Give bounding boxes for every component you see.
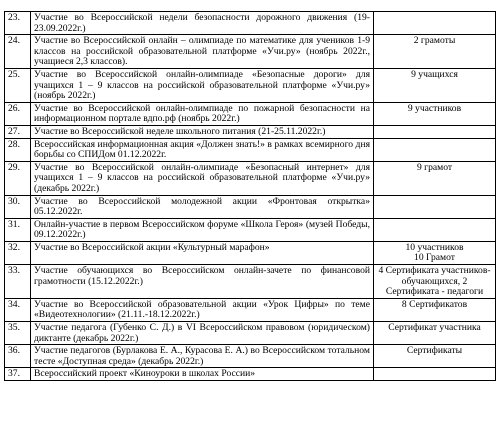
row-number: 33. [5,265,31,299]
row-number: 24. [5,35,31,69]
row-description: Участие во Всероссийской недели безопасности дорожного движения (19-23.09.2022г.) [31,12,374,35]
row-result: Сертификаты [374,345,496,368]
row-description: Участие во Всероссийской акции «Культурный марафон» [31,241,374,264]
row-description: Онлайн-участие в первом Всероссийском форуме «Школа Героя» (музей Победы, 09.12.2022г.) [31,218,374,241]
row-number: 32. [5,241,31,264]
row-result [374,218,496,241]
row-description: Участие во Всероссийской онлайн-олимпиаде «Безопасный интернет» для учащихся 1 – 9 классов на российской образовательной платформе «Учи.ру» (декабрь 2022г.) [31,161,374,195]
row-result [374,125,496,138]
row-result [374,12,496,35]
row-number: 25. [5,68,31,102]
row-number: 37. [5,368,31,381]
table-row [5,368,496,381]
row-number: 35. [5,322,31,345]
row-result: 10 участников 10 Грамот [374,241,496,264]
row-result [374,138,496,161]
row-description: Участие во Всероссийской молодежной акции «Фронтовая открытка» 05.12.2022г. [31,195,374,218]
row-number: 23. [5,12,31,35]
table-row [5,35,496,69]
row-number: 36. [5,345,31,368]
row-result: 4 Сертификата участников-обучающихся, 2 Сертификата - педагоги [374,265,496,299]
row-result: 9 участников [374,102,496,125]
row-number: 30. [5,195,31,218]
row-number: 26. [5,102,31,125]
row-description: Участие во Всероссийской образовательной акции «Урок Цифры» по теме «Видеотехнологии» (21.11.-18.12.2022г.) [31,298,374,321]
table-row [5,138,496,161]
table-row [5,102,496,125]
row-description: Всероссийская информационная акция «Должен знать!» в рамках всемирного дня борьбы со СПИДом 01.12.2022г. [31,138,374,161]
table-row [5,68,496,102]
row-number: 27. [5,125,31,138]
table-row [5,195,496,218]
table-row [5,125,496,138]
table-row [5,298,496,321]
table-row [5,345,496,368]
row-number: 31. [5,218,31,241]
events-table-body [5,12,496,381]
row-description: Участие педагогов (Бурлакова Е. А., Курасова Е. А.) во Всероссийском тотальном тесте «Доступная среда» (декабрь 2022г.) [31,345,374,368]
row-number: 28. [5,138,31,161]
row-description: Участие во Всероссийской неделе школьного питания (21-25.11.2022г.) [31,125,374,138]
row-description: Участие обучающихся во Всероссийском онлайн-зачете по финансовой грамотности (15.12.2022г.) [31,265,374,299]
row-result [374,195,496,218]
row-result: 8 Сертификатов [374,298,496,321]
row-result: 9 грамот [374,161,496,195]
table-row [5,12,496,35]
events-table [4,11,496,381]
row-number: 34. [5,298,31,321]
row-description: Участие во Всероссийской онлайн – олимпиаде по математике для учеников 1-9 классов на российской образовательной платформе «Учи.ру» (ноябрь 2022г., учащиеся 2,3 классов). [31,35,374,69]
row-result [374,368,496,381]
row-description: Участие во Всероссийской онлайн-олимпиаде по пожарной безопасности на информационном портале вдпо.рф (ноябрь 2022г.) [31,102,374,125]
table-row [5,322,496,345]
row-description: Участие во Всероссийской онлайн-олимпиаде «Безопасные дороги» для учащихся 1 – 9 классов на российской образовательной платформе «Учи.ру» (ноябрь 2022г.) [31,68,374,102]
row-description: Всероссийский проект «Киноуроки в школах России» [31,368,374,381]
row-number: 29. [5,161,31,195]
row-result: 2 грамоты [374,35,496,69]
table-row [5,218,496,241]
table-row [5,265,496,299]
table-row [5,241,496,264]
row-result: Сертификат участника [374,322,496,345]
row-result: 9 учащихся [374,68,496,102]
row-description: Участие педагога (Губенко С. Д.) в VI Всероссийском правовом (юридическом) диктанте (декабрь 2022г.) [31,322,374,345]
table-row [5,161,496,195]
